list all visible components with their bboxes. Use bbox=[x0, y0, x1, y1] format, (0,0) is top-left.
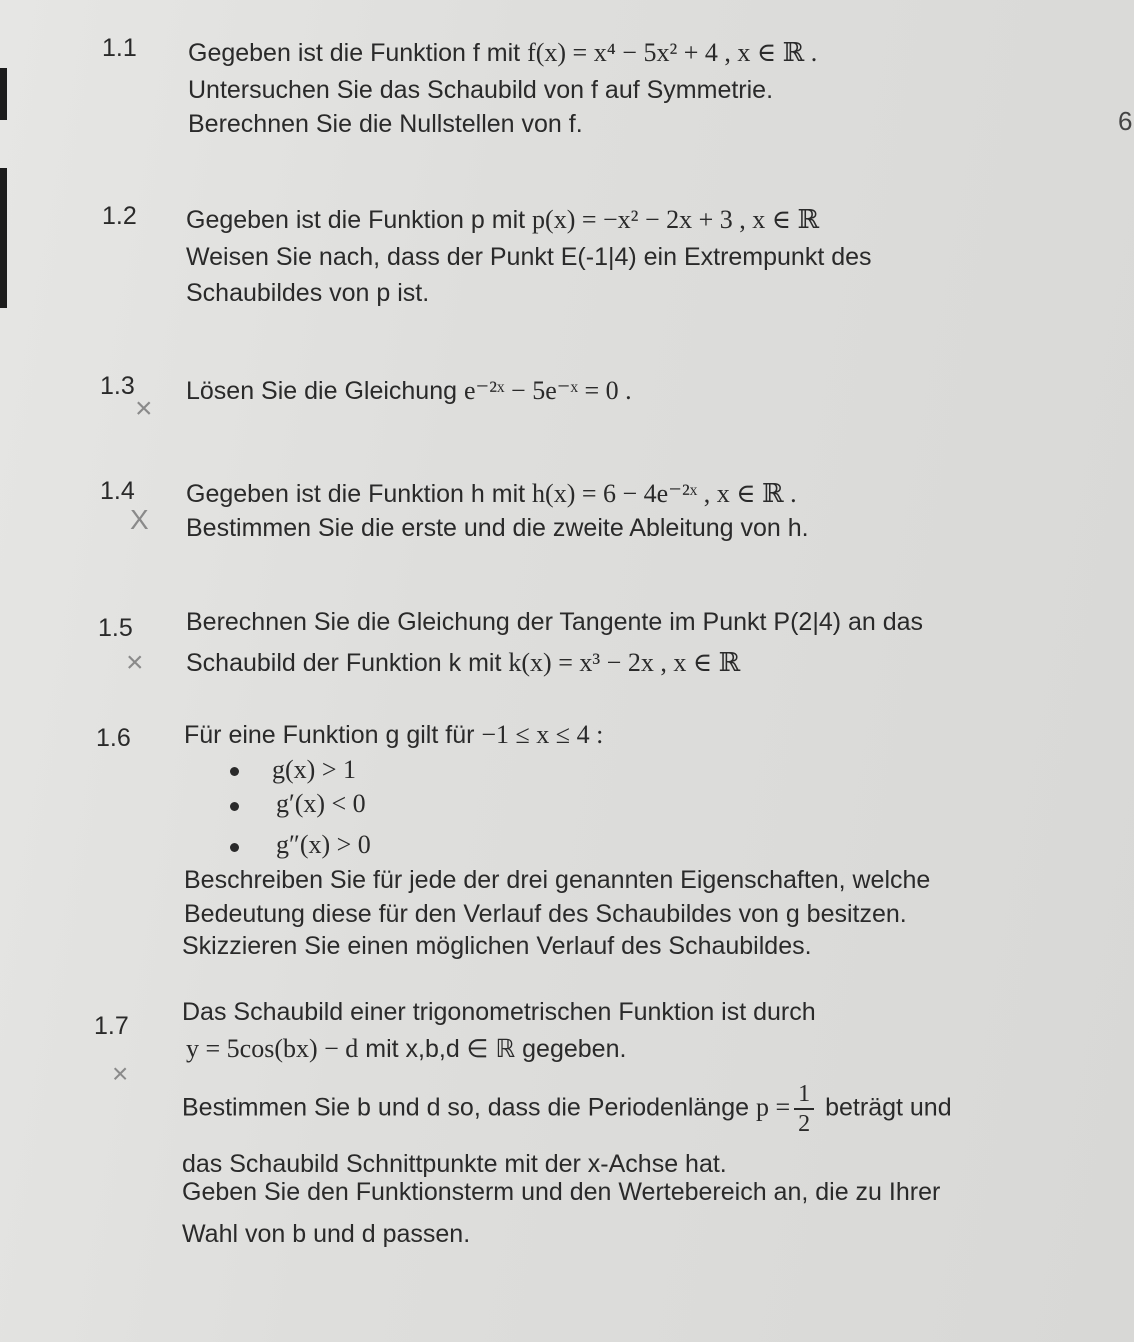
task-line: y = 5cos(bx) − d mit x,b,d ∈ ℝ gegeben. bbox=[186, 1034, 627, 1063]
task-line: Bedeutung diese für den Verlauf des Schaubildes von g besitzen. bbox=[184, 900, 907, 928]
task-line: das Schaubild Schnittpunkte mit der x-Achse hat. bbox=[182, 1150, 727, 1178]
bullet-formula: g″(x) > 0 bbox=[276, 830, 371, 859]
formula: p(x) = −x² − 2x + 3 , x ∈ ℝ bbox=[532, 205, 820, 234]
formula: p = bbox=[755, 1092, 791, 1122]
task-line: Gegeben ist die Funktion h mit h(x) = 6 − 4e⁻²ˣ , x ∈ ℝ . bbox=[186, 479, 797, 508]
task-line: Lösen Sie die Gleichung e⁻²ˣ − 5e⁻ˣ = 0 . bbox=[186, 376, 632, 405]
task-line: Untersuchen Sie das Schaubild von f auf Symmetrie. bbox=[188, 76, 774, 104]
task-line: Gegeben ist die Funktion f mit f(x) = x⁴ − 5x² + 4 , x ∈ ℝ . bbox=[188, 38, 818, 67]
task-line: Für eine Funktion g gilt für −1 ≤ x ≤ 4 : bbox=[184, 720, 604, 749]
formula: f(x) = x⁴ − 5x² + 4 , x ∈ ℝ . bbox=[527, 38, 818, 67]
task-line: Das Schaubild einer trigonometrischen Funktion ist durch bbox=[182, 998, 816, 1026]
task-line: Schaubild der Funktion k mit k(x) = x³ − 2x , x ∈ ℝ bbox=[186, 648, 741, 677]
handwritten-cross-mark: × bbox=[135, 392, 153, 425]
task-line: Gegeben ist die Funktion p mit p(x) = −x² − 2x + 3 , x ∈ ℝ bbox=[186, 205, 820, 234]
bullet-formula: g(x) > 1 bbox=[272, 755, 356, 784]
formula: h(x) = 6 − 4e⁻²ˣ , x ∈ ℝ . bbox=[532, 479, 797, 508]
task-number: 1.3 bbox=[100, 372, 135, 400]
handwritten-cross-mark: × bbox=[126, 646, 144, 679]
task-line: Beschreiben Sie für jede der drei genannten Eigenschaften, welche bbox=[184, 866, 931, 894]
handwritten-cross-mark: X bbox=[130, 504, 149, 535]
task-line: Wahl von b und d passen. bbox=[182, 1220, 471, 1248]
fraction-one-half: $\frac{1}{2}$ bbox=[794, 1080, 814, 1138]
bullet-point bbox=[230, 802, 239, 811]
formula: y = 5cos(bx) − d bbox=[186, 1034, 359, 1063]
left-edge-shadow bbox=[0, 68, 7, 120]
left-edge-shadow bbox=[0, 168, 7, 308]
formula: e⁻²ˣ − 5e⁻ˣ = 0 . bbox=[463, 376, 632, 405]
task-line: Bestimmen Sie die erste und die zweite Ableitung von h. bbox=[186, 514, 809, 542]
bullet-point bbox=[230, 767, 239, 776]
handwritten-cross-mark: × bbox=[112, 1058, 129, 1089]
formula: k(x) = x³ − 2x , x ∈ ℝ bbox=[508, 648, 741, 677]
page-mark: 6 bbox=[1118, 106, 1133, 136]
task-number: 1.2 bbox=[102, 202, 137, 230]
task-number: 1.4 bbox=[100, 477, 135, 505]
task-line: Skizzieren Sie einen möglichen Verlauf des Schaubildes. bbox=[182, 932, 812, 960]
task-number: 1.5 bbox=[98, 614, 133, 642]
task-line: Weisen Sie nach, dass der Punkt E(-1|4) ein Extrempunkt des bbox=[186, 243, 872, 271]
task-line: Bestimmen Sie b und d so, dass die Periodenlänge p = $\frac{1}{2}$ beträgt und bbox=[182, 1081, 952, 1137]
formula: −1 ≤ x ≤ 4 : bbox=[481, 720, 604, 749]
task-line: Berechnen Sie die Gleichung der Tangente im Punkt P(2|4) an das bbox=[186, 608, 924, 636]
task-number: 1.7 bbox=[94, 1012, 129, 1040]
task-number: 1.6 bbox=[96, 724, 131, 752]
task-line: Berechnen Sie die Nullstellen von f. bbox=[188, 110, 583, 138]
task-line: Schaubildes von p ist. bbox=[186, 279, 430, 307]
task-number: 1.1 bbox=[102, 34, 137, 62]
bullet-point bbox=[230, 843, 239, 852]
task-line: Geben Sie den Funktionsterm und den Wertebereich an, die zu Ihrer bbox=[182, 1178, 941, 1206]
bullet-formula: g′(x) < 0 bbox=[276, 789, 366, 818]
